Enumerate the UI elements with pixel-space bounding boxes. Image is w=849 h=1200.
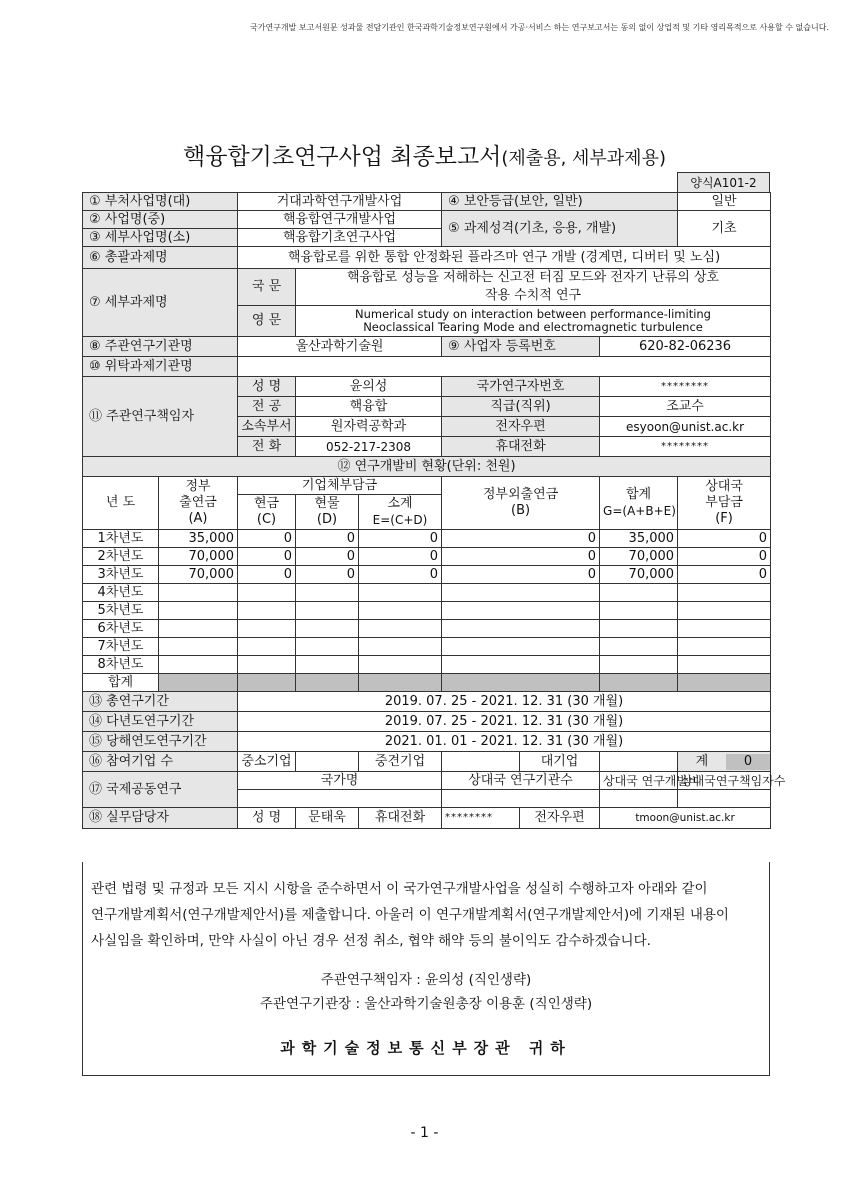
detail-title-en-line2: Neoclassical Tearing Mode and electromagnetic turbulence: [363, 320, 703, 334]
title-main: 핵융합기초연구사업 최종보고서: [183, 144, 502, 170]
pi-phone: 052-217-2308: [296, 437, 442, 457]
budget-h-subtotal: [359, 495, 442, 530]
page-number: - 1 -: [410, 1125, 439, 1141]
pi-dept-label: 소속부서: [238, 417, 296, 437]
detail-title-ko-line1: 핵융합로 성능을 저해하는 신고전 터짐 모드와 전자기 난류의 상호: [346, 270, 720, 285]
pi-rank: 조교수: [600, 397, 771, 417]
pi-natid-label: 국가연구자번호: [442, 377, 600, 397]
form-code: 양식A101-2: [677, 172, 770, 192]
copyright-notice: 국가연구개발 보고서원문 성과물 전담기관인 한국과학기술정보연구원에서 가공·서비스 하는 연구보고서는 동의 없이 상업적 및 기타 영리목적으로 사용할 수 없습니다.: [250, 23, 829, 32]
budget-gov: 35,000: [159, 530, 238, 548]
budget-sum-cell: [600, 674, 678, 692]
staff-email-label: 전자우편: [520, 808, 600, 829]
budget-subtotal: [359, 638, 442, 656]
staff-name-label: 성 명: [238, 808, 296, 829]
pi-name-label: 성 명: [238, 377, 296, 397]
budget-cash: 0: [238, 548, 296, 566]
pi-email-label: 전자우편: [442, 417, 600, 437]
title-sub: (제출용, 세부과제용): [501, 148, 666, 169]
report-form-table: [82, 192, 786, 829]
intl-partner-budget-label: 상대국 연구개발비: [600, 772, 678, 790]
budget-subtotal: 0: [359, 530, 442, 548]
budget-partner: [678, 584, 771, 602]
program-label: ② 사업명(중): [83, 211, 238, 229]
intl-label: ⑰ 국제공동연구: [83, 772, 238, 808]
consign-org-label: ⑩ 위탁과제기관명: [83, 357, 238, 377]
budget-cash: [238, 584, 296, 602]
sub-program-value: 핵융합기초연구사업: [238, 229, 442, 247]
budget-h-partner-2: 부담금: [705, 495, 743, 510]
budget-gov: [159, 584, 238, 602]
budget-cash: [238, 638, 296, 656]
head-signature: 주관연구기관장 : 울산과학기술원총장 이용훈 (직인생략): [259, 996, 593, 1012]
budget-gov: 70,000: [159, 566, 238, 584]
budget-h-nongov: [442, 477, 600, 530]
intl-partner-pi-value: [678, 790, 771, 808]
budget-h-total-2: G=(A+B+E): [603, 504, 676, 518]
budget-subtotal: 0: [359, 566, 442, 584]
budget-partner: [678, 602, 771, 620]
companies-mid-value: [442, 752, 520, 772]
budget-total: [600, 584, 678, 602]
budget-gov: [159, 638, 238, 656]
pi-mobile: ********: [600, 437, 771, 457]
dept-program-value: 거대과학연구개발사업: [238, 193, 442, 211]
pi-major: 핵융합: [296, 397, 442, 417]
companies-large-label: 대기업: [520, 752, 600, 772]
budget-year: 8차년도: [83, 656, 159, 674]
budget-h-partner-1: 상대국: [705, 479, 743, 494]
detail-title-ko-label: 국 문: [238, 269, 296, 306]
budget-subtotal: [359, 620, 442, 638]
general-title-value: 핵융합로를 위한 통합 안정화된 플라즈마 연구 개발 (경계면, 디버터 및 노심): [238, 247, 771, 269]
companies-total-label: 계: [695, 753, 709, 769]
budget-total: [600, 602, 678, 620]
budget-h-nongov-2: (B): [511, 503, 531, 518]
intl-partner-orgs-label: 상대국 연구기관수: [442, 772, 600, 790]
pi-name: 윤의성: [296, 377, 442, 397]
budget-h-nongov-1: 정부외출연금: [482, 487, 559, 502]
companies-label: ⑯ 참여기업 수: [83, 752, 238, 772]
budget-gov: [159, 656, 238, 674]
biz-reg-value: 620-82-06236: [600, 337, 771, 357]
budget-sum-cell: [159, 674, 238, 692]
budget-total: 35,000: [600, 530, 678, 548]
companies-small-value: [296, 752, 359, 772]
budget-sum-cell: [296, 674, 359, 692]
nature-label: ⑤ 과제성격(기초, 응용, 개발): [442, 211, 678, 247]
pledge-box: [82, 862, 770, 1076]
budget-partner: [678, 620, 771, 638]
budget-h-cash-2: (C): [256, 512, 277, 527]
companies-total-cell: [678, 752, 771, 772]
budget-partner: [678, 638, 771, 656]
staff-mobile-label: 휴대전화: [359, 808, 442, 829]
multi-period-label: ⑭ 다년도연구기간: [83, 712, 238, 732]
pi-natid: ********: [600, 377, 771, 397]
budget-total: [600, 638, 678, 656]
budget-h-year: 년 도: [83, 477, 159, 530]
pi-signature: 주관연구책임자 : 윤의성 (직인생략): [320, 972, 532, 988]
budget-cash: 0: [238, 530, 296, 548]
security-label: ④ 보안등급(보안, 일반): [442, 193, 678, 211]
budget-h-kind: [296, 495, 359, 530]
pi-phone-label: 전 화: [238, 437, 296, 457]
budget-kind: [296, 584, 359, 602]
budget-h-gov-2: 출연금: [179, 495, 217, 510]
budget-year: 4차년도: [83, 584, 159, 602]
current-period-value: 2021. 01. 01 - 2021. 12. 31 (30 개월): [238, 732, 771, 752]
budget-year: 2차년도: [83, 548, 159, 566]
staff-email[interactable]: tmoon@unist.ac.kr: [600, 808, 771, 829]
biz-reg-label: ⑨ 사업자 등록번호: [442, 337, 600, 357]
intl-country-label: 국가명: [238, 772, 442, 790]
companies-large-value: [600, 752, 678, 772]
budget-total: [600, 656, 678, 674]
total-period-value: 2019. 07. 25 - 2021. 12. 31 (30 개월): [238, 692, 771, 712]
budget-h-cash: [238, 495, 296, 530]
budget-year: 3차년도: [83, 566, 159, 584]
budget-cash: 0: [238, 566, 296, 584]
budget-nongov: 0: [442, 566, 600, 584]
budget-subtotal: 0: [359, 548, 442, 566]
budget-cash: [238, 602, 296, 620]
pledge-line: 연구개발계획서(연구개발제안서)를 제출합니다. 아울러 이 연구개발계획서(연구개발제안서)에 기재된 내용이: [91, 907, 729, 923]
security-value: 일반: [678, 193, 771, 211]
budget-h-gov-1: 정부: [185, 479, 211, 494]
budget-cash: [238, 620, 296, 638]
budget-total: 70,000: [600, 548, 678, 566]
sub-program-label: ③ 세부사업명(소): [83, 229, 238, 247]
budget-partner: [678, 656, 771, 674]
budget-nongov: [442, 620, 600, 638]
staff-label: ⑱ 실무담당자: [83, 808, 238, 829]
detail-title-ko-line2: 작용 수치적 연구: [484, 288, 582, 303]
budget-gov: 70,000: [159, 548, 238, 566]
budget-h-gov-3: (A): [188, 511, 208, 526]
budget-sum-cell: [238, 674, 296, 692]
budget-h-subtotal-2: E=(C+D): [372, 513, 428, 527]
budget-kind: [296, 602, 359, 620]
budget-nongov: 0: [442, 530, 600, 548]
budget-title: ⑫ 연구개발비 현황(단위: 천원): [83, 457, 771, 477]
budget-h-cash-1: 현금: [253, 496, 280, 511]
budget-kind: 0: [296, 548, 359, 566]
budget-partner: 0: [678, 530, 771, 548]
multi-period-value: 2019. 07. 25 - 2021. 12. 31 (30 개월): [238, 712, 771, 732]
nature-value: 기초: [678, 211, 771, 247]
budget-nongov: [442, 584, 600, 602]
budget-h-partner: [678, 477, 771, 530]
pledge-text: [91, 876, 765, 954]
budget-subtotal: [359, 602, 442, 620]
budget-sum-cell: [678, 674, 771, 692]
host-org-label: ⑧ 주관연구기관명: [83, 337, 238, 357]
recipient: 과학기술정보통신부장관 귀하: [280, 1039, 572, 1057]
budget-h-subtotal-1: 소계: [387, 496, 413, 511]
intl-country-value: [238, 790, 442, 808]
budget-year: 7차년도: [83, 638, 159, 656]
host-org-value: 울산과학기술원: [238, 337, 442, 357]
budget-sum-cell: [442, 674, 600, 692]
general-title-label: ⑥ 총괄과제명: [83, 247, 238, 269]
budget-nongov: [442, 656, 600, 674]
intl-partner-orgs-value: [442, 790, 600, 808]
companies-small-label: 중소기업: [238, 752, 296, 772]
budget-kind: 0: [296, 566, 359, 584]
current-period-label: ⑮ 당해연도연구기간: [83, 732, 238, 752]
budget-kind: 0: [296, 530, 359, 548]
budget-h-corp: 기업체부담금: [238, 477, 442, 495]
budget-h-total: [600, 477, 678, 530]
detail-title-en: [296, 306, 771, 337]
budget-kind: [296, 620, 359, 638]
detail-title-en-line1: Numerical study on interaction between performance-limiting: [355, 307, 711, 321]
detail-title-en-label: 영 문: [238, 306, 296, 337]
budget-nongov: [442, 602, 600, 620]
budget-partner: 0: [678, 548, 771, 566]
budget-total: [600, 620, 678, 638]
staff-name: 문태욱: [296, 808, 359, 829]
companies-mid-label: 중견기업: [359, 752, 442, 772]
budget-year: 5차년도: [83, 602, 159, 620]
pledge-line: 관련 법령 및 규정과 모든 지시 시항을 준수하면서 이 국가연구개발사업을 성실히 수행하고자 아래와 같이: [91, 881, 708, 897]
pi-dept: 원자력공학과: [296, 417, 442, 437]
budget-cash: [238, 656, 296, 674]
budget-subtotal: [359, 584, 442, 602]
total-period-label: ⑬ 총연구기간: [83, 692, 238, 712]
staff-mobile: ********: [442, 808, 520, 829]
budget-sum-label: 합계: [83, 674, 159, 692]
budget-nongov: 0: [442, 548, 600, 566]
budget-gov: [159, 620, 238, 638]
pi-email[interactable]: esyoon@unist.ac.kr: [600, 417, 771, 437]
budget-nongov: [442, 638, 600, 656]
detail-title-label: ⑦ 세부과제명: [83, 269, 238, 337]
budget-year: 1차년도: [83, 530, 159, 548]
budget-h-kind-2: (D): [316, 512, 338, 527]
budget-h-partner-3: (F): [715, 511, 733, 526]
dept-program-label: ① 부처사업명(대): [83, 193, 238, 211]
detail-title-ko: [296, 269, 771, 306]
budget-h-kind-1: 현물: [314, 496, 340, 511]
budget-gov: [159, 602, 238, 620]
pi-label: ⑪ 주관연구책임자: [83, 377, 238, 457]
intl-partner-budget-value: [600, 790, 678, 808]
document-title: [0, 138, 849, 171]
pi-rank-label: 직급(직위): [442, 397, 600, 417]
budget-subtotal: [359, 656, 442, 674]
pledge-line: 사실임을 확인하며, 만약 사실이 아닌 경우 선정 취소, 협약 해약 등의 불이익도 감수하겠습니다.: [91, 933, 651, 949]
intl-partner-pi-label: 상대국연구책임자수: [678, 772, 771, 790]
budget-sum-cell: [359, 674, 442, 692]
budget-total: 70,000: [600, 566, 678, 584]
budget-h-total-1: 합계: [625, 487, 652, 502]
budget-h-gov: [159, 477, 238, 530]
pi-major-label: 전 공: [238, 397, 296, 417]
companies-total-value: 0: [726, 754, 770, 770]
pi-mobile-label: 휴대전화: [442, 437, 600, 457]
program-value: 핵융합연구개발사업: [238, 211, 442, 229]
budget-kind: [296, 656, 359, 674]
budget-partner: 0: [678, 566, 771, 584]
consign-org-value: [238, 357, 771, 377]
budget-kind: [296, 638, 359, 656]
budget-year: 6차년도: [83, 620, 159, 638]
